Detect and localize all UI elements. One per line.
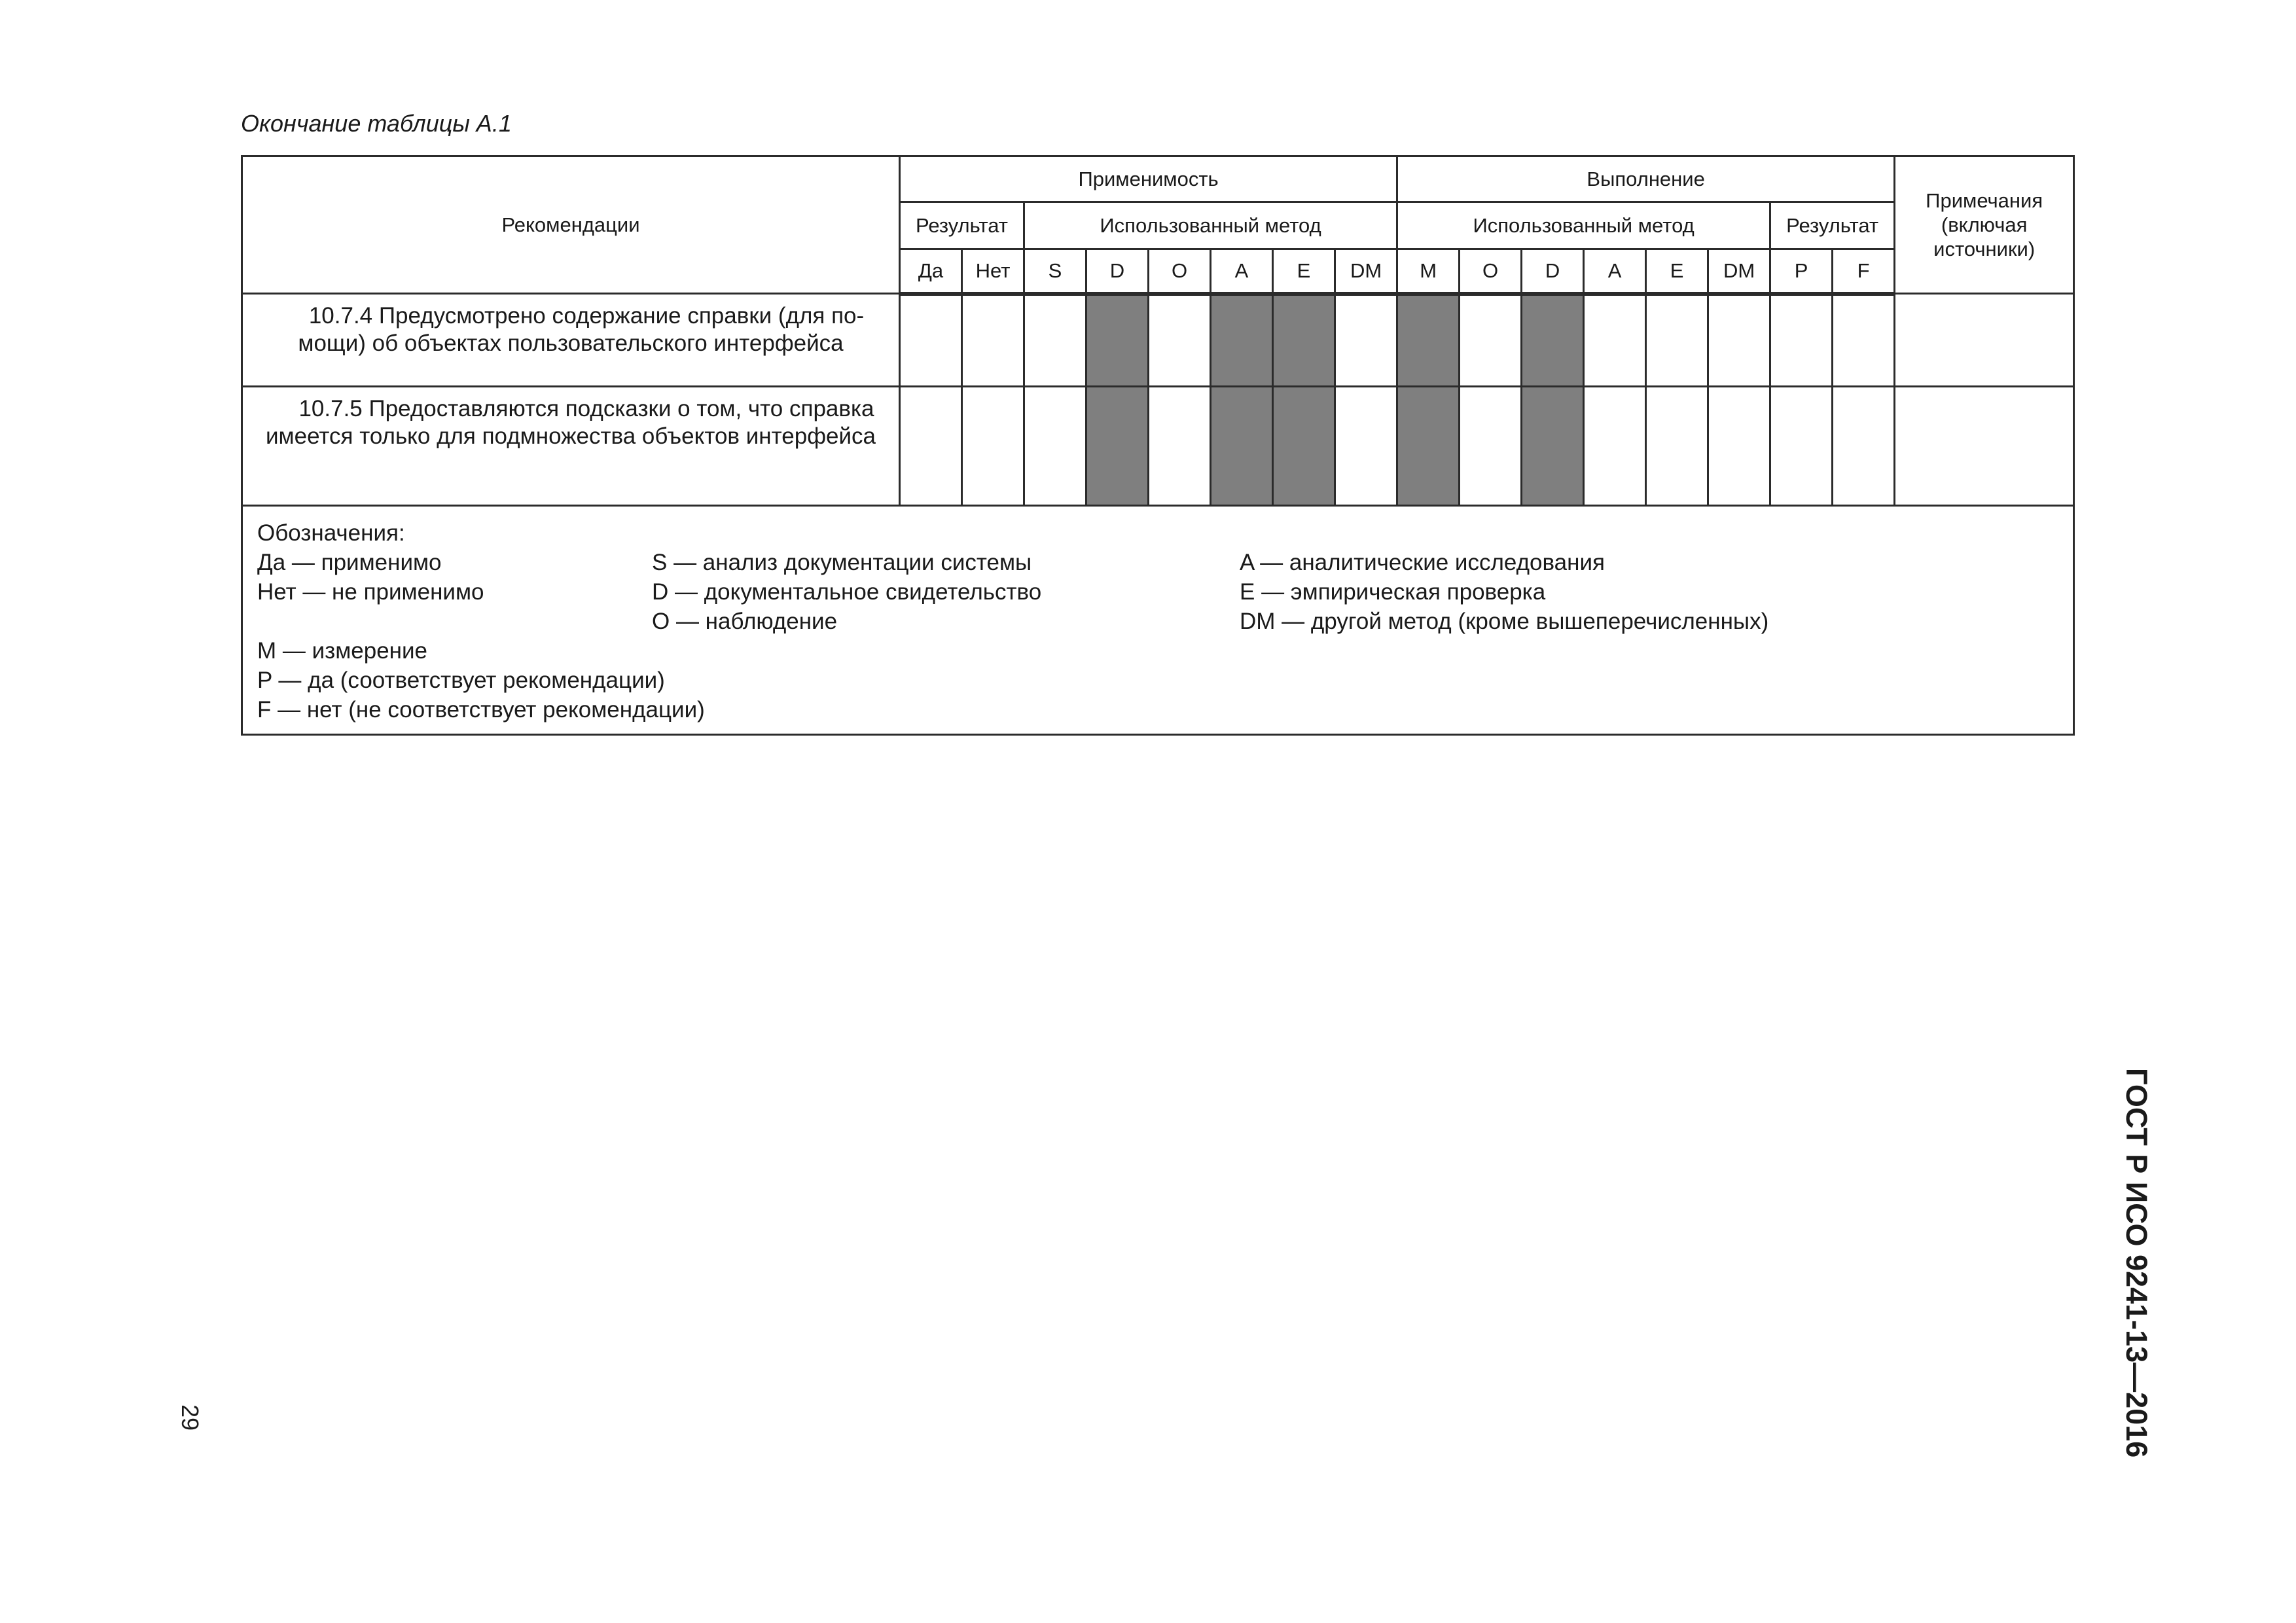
col-header-appl-d: D [1086,249,1149,294]
legend-item: M — измерение [257,638,428,664]
cell-exec-m-shaded [1397,387,1460,506]
col-header-appl-dm: DM [1335,249,1397,294]
header-applicability-method: Использованный метод [1024,202,1397,249]
legend-item: E — эмпирическая проверка [1240,579,1546,605]
col-header-exec-e: E [1646,249,1708,294]
legend [242,506,2074,735]
legend-extra [257,636,2058,724]
cell-appl-dm [1335,387,1397,506]
cell-exec-a [1584,294,1646,387]
header-applicability-result: Результат [900,202,1024,249]
cell-yes [900,294,962,387]
cell-appl-d-shaded [1086,387,1149,506]
cell-exec-d-shaded [1522,294,1584,387]
cell-exec-dm [1708,294,1770,387]
legend-item: P — да (соответствует рекомендации) [257,668,665,693]
col-header-appl-e: E [1273,249,1335,294]
header-recommendations: Рекомендации [242,156,900,294]
cell-exec-o [1460,294,1522,387]
recommendation-text [242,387,900,506]
cell-notes [1895,387,2074,506]
legend-title: Обозначения: [257,520,405,546]
cell-appl-s [1024,294,1086,387]
col-header-exec-m: M [1397,249,1460,294]
recommendation-text [242,294,900,387]
cell-notes [1895,294,2074,387]
col-header-exec-f: F [1833,249,1895,294]
header-execution-result: Результат [1770,202,1895,249]
legend-item: S — анализ документации системы [652,550,1032,575]
cell-exec-m-shaded [1397,294,1460,387]
legend-grid [257,548,2058,636]
col-header-exec-o: O [1460,249,1522,294]
col-header-exec-dm: DM [1708,249,1770,294]
cell-exec-f [1833,294,1895,387]
legend-item: A — аналитические исследования [1240,550,1605,575]
header-notes: Примечания (включая источники) [1895,156,2074,294]
table-row [242,294,2074,387]
legend-row [242,506,2074,735]
cell-appl-a-shaded [1211,294,1273,387]
cell-no [962,294,1024,387]
cell-appl-d-shaded [1086,294,1149,387]
table-caption: Окончание таблицы А.1 [241,110,512,137]
col-header-exec-a: A [1584,249,1646,294]
legend-item: O — наблюдение [652,609,838,634]
recommendation-description: Предусмотрено содержание справки (для по-мощи) об объектах пользовательского интерфейса [298,303,865,356]
col-header-yes: Да [900,249,962,294]
legend-item: F — нет (не соответствует рекомендации) [257,697,705,722]
cell-appl-e-shaded [1273,387,1335,506]
legend-item: DM — другой метод (кроме вышеперечисленных) [1240,609,1769,634]
recommendation-number: 10.7.4 [308,303,373,329]
col-header-exec-d: D [1522,249,1584,294]
cell-exec-e [1646,387,1708,506]
cell-appl-s [1024,387,1086,506]
legend-column-methods-1 [652,548,1240,636]
cell-exec-p [1770,387,1833,506]
cell-exec-d-shaded [1522,387,1584,506]
header-applicability: Применимость [900,156,1397,202]
recommendation-number: 10.7.5 [298,396,363,421]
cell-appl-e-shaded [1273,294,1335,387]
cell-exec-o [1460,387,1522,506]
legend-item: Нет — не применимо [257,579,484,605]
col-header-exec-p: P [1770,249,1833,294]
cell-exec-f [1833,387,1895,506]
table-row [242,387,2074,506]
cell-no [962,387,1024,506]
col-header-appl-s: S [1024,249,1086,294]
document-title: ГОСТ Р ИСО 9241-13—2016 [2120,1068,2153,1458]
cell-appl-o [1149,387,1211,506]
recommendations-table [241,155,2075,736]
col-header-appl-a: A [1211,249,1273,294]
cell-yes [900,387,962,506]
col-header-appl-o: O [1149,249,1211,294]
page-number: 29 [177,1404,204,1431]
cell-exec-p [1770,294,1833,387]
legend-item: Да — применимо [257,550,442,575]
header-execution-method: Использованный метод [1397,202,1770,249]
header-execution: Выполнение [1397,156,1895,202]
recommendation-description: Предоставляются подсказки о том, что справка имеется только для подмножества объектов интерфейса [266,396,876,449]
cell-exec-dm [1708,387,1770,506]
legend-column-result [257,548,652,636]
cell-appl-dm [1335,294,1397,387]
cell-appl-a-shaded [1211,387,1273,506]
col-header-no: Нет [962,249,1024,294]
cell-exec-e [1646,294,1708,387]
cell-exec-a [1584,387,1646,506]
legend-column-methods-2 [1240,548,2025,636]
cell-appl-o [1149,294,1211,387]
legend-item: D — документальное свидетельство [652,579,1042,605]
